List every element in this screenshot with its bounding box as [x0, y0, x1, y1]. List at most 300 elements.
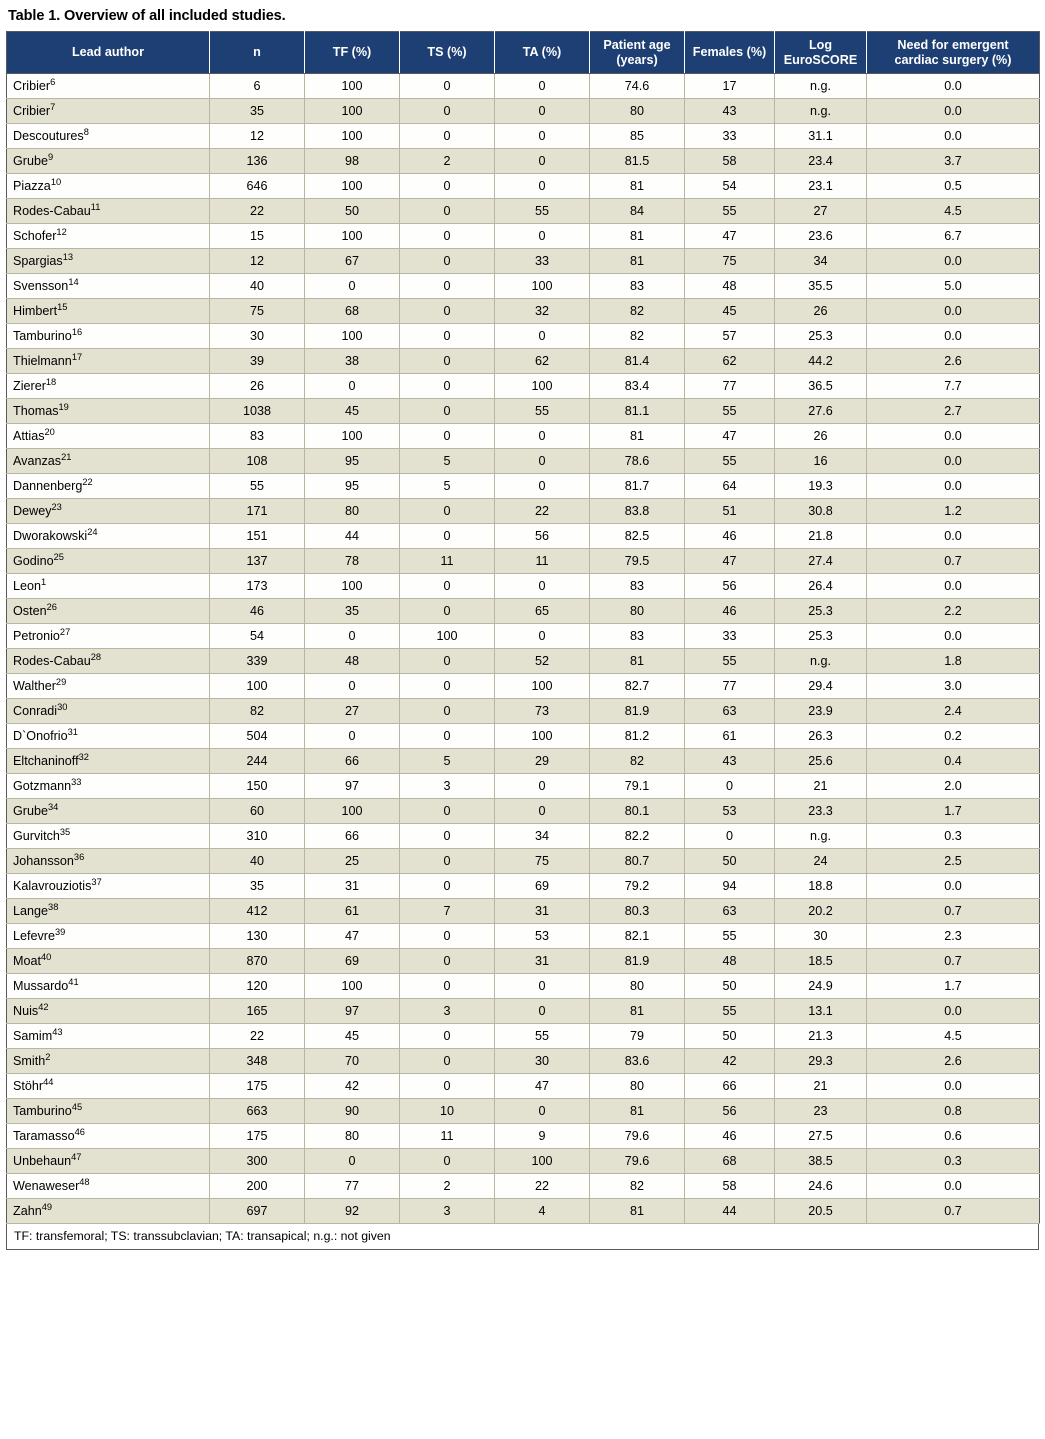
- cell-emergent-surgery: 0.0: [867, 999, 1040, 1024]
- author-name: Moat: [13, 953, 41, 968]
- cell-ts: 0: [400, 724, 495, 749]
- cell-tf: 90: [305, 1099, 400, 1124]
- cell-ta: 75: [495, 849, 590, 874]
- author-name: Attias: [13, 428, 45, 443]
- cell-lead-author: [7, 1099, 210, 1124]
- cell-log-euroscore: 35.5: [775, 274, 867, 299]
- cell-ta: 9: [495, 1124, 590, 1149]
- cell-n: 54: [210, 624, 305, 649]
- cell-emergent-surgery: 0.3: [867, 1149, 1040, 1174]
- cell-patient-age: 81: [590, 249, 685, 274]
- header-line: Log: [808, 38, 833, 52]
- cell-patient-age: 85: [590, 124, 685, 149]
- cell-log-euroscore: 26.4: [775, 574, 867, 599]
- cell-females: 58: [685, 1174, 775, 1199]
- cell-tf: 44: [305, 524, 400, 549]
- cell-ts: 10: [400, 1099, 495, 1124]
- author-name: Cribier: [13, 78, 51, 93]
- cell-ta: 22: [495, 1174, 590, 1199]
- cell-patient-age: 82: [590, 299, 685, 324]
- cell-patient-age: 81: [590, 1199, 685, 1224]
- cell-ta: 56: [495, 524, 590, 549]
- table-row: [7, 374, 1040, 399]
- cell-lead-author: [7, 549, 210, 574]
- cell-log-euroscore: 24.9: [775, 974, 867, 999]
- cell-log-euroscore: 44.2: [775, 349, 867, 374]
- reference-marker: 6: [50, 76, 56, 87]
- cell-lead-author: [7, 799, 210, 824]
- cell-log-euroscore: 25.3: [775, 324, 867, 349]
- cell-ts: 0: [400, 574, 495, 599]
- cell-lead-author: [7, 649, 210, 674]
- cell-lead-author: [7, 1024, 210, 1049]
- cell-patient-age: 83: [590, 574, 685, 599]
- cell-patient-age: 74.6: [590, 74, 685, 99]
- cell-lead-author: [7, 1074, 210, 1099]
- cell-log-euroscore: 31.1: [775, 124, 867, 149]
- table-row: [7, 649, 1040, 674]
- table-row: [7, 524, 1040, 549]
- cell-tf: 0: [305, 674, 400, 699]
- cell-log-euroscore: 27: [775, 199, 867, 224]
- author-name: Wenaweser: [13, 1178, 80, 1193]
- cell-n: 870: [210, 949, 305, 974]
- header-line: Females (%): [692, 45, 767, 60]
- cell-ta: 55: [495, 1024, 590, 1049]
- cell-ta: 55: [495, 199, 590, 224]
- cell-n: 150: [210, 774, 305, 799]
- cell-emergent-surgery: 0.0: [867, 424, 1040, 449]
- table-header: [7, 32, 1040, 74]
- cell-emergent-surgery: 0.0: [867, 1174, 1040, 1199]
- cell-females: 46: [685, 599, 775, 624]
- cell-tf: 38: [305, 349, 400, 374]
- cell-log-euroscore: 29.3: [775, 1049, 867, 1074]
- cell-patient-age: 81: [590, 224, 685, 249]
- table-row: [7, 774, 1040, 799]
- author-name: Osten: [13, 603, 47, 618]
- cell-females: 57: [685, 324, 775, 349]
- cell-lead-author: [7, 924, 210, 949]
- cell-ts: 0: [400, 874, 495, 899]
- reference-marker: 29: [55, 676, 67, 687]
- table-row: [7, 399, 1040, 424]
- reference-marker: 49: [41, 1201, 53, 1212]
- cell-log-euroscore: 16: [775, 449, 867, 474]
- cell-emergent-surgery: 0.2: [867, 724, 1040, 749]
- cell-tf: 45: [305, 1024, 400, 1049]
- cell-log-euroscore: 25.3: [775, 599, 867, 624]
- cell-females: 44: [685, 1199, 775, 1224]
- cell-emergent-surgery: 2.6: [867, 1049, 1040, 1074]
- cell-emergent-surgery: 0.7: [867, 899, 1040, 924]
- cell-females: 47: [685, 549, 775, 574]
- cell-emergent-surgery: 0.6: [867, 1124, 1040, 1149]
- cell-lead-author: [7, 674, 210, 699]
- cell-ts: 0: [400, 674, 495, 699]
- cell-emergent-surgery: 5.0: [867, 274, 1040, 299]
- cell-tf: 67: [305, 249, 400, 274]
- cell-log-euroscore: 18.8: [775, 874, 867, 899]
- column-header-lead-author: [7, 32, 210, 74]
- cell-lead-author: [7, 199, 210, 224]
- table-row: [7, 874, 1040, 899]
- cell-ts: 0: [400, 249, 495, 274]
- cell-ta: 0: [495, 574, 590, 599]
- cell-patient-age: 82.1: [590, 924, 685, 949]
- cell-tf: 66: [305, 824, 400, 849]
- column-header-patient-age: [590, 32, 685, 74]
- author-name: Gurvitch: [13, 828, 60, 843]
- cell-patient-age: 80: [590, 599, 685, 624]
- table-row: [7, 474, 1040, 499]
- header-line: EuroSCORE: [783, 52, 858, 67]
- cell-n: 310: [210, 824, 305, 849]
- table-footnote: TF: transfemoral; TS: transsubclavian; TA: transapical; n.g.: not given: [6, 1224, 1039, 1250]
- table-row: [7, 1024, 1040, 1049]
- cell-females: 61: [685, 724, 775, 749]
- reference-marker: 47: [71, 1151, 82, 1162]
- table-row: [7, 249, 1040, 274]
- cell-log-euroscore: 30: [775, 924, 867, 949]
- reference-marker: 45: [71, 1101, 83, 1112]
- author-name: Samim: [13, 1028, 53, 1043]
- cell-ta: 0: [495, 149, 590, 174]
- cell-n: 1038: [210, 399, 305, 424]
- cell-patient-age: 79: [590, 1024, 685, 1049]
- cell-ts: 0: [400, 374, 495, 399]
- cell-lead-author: [7, 1049, 210, 1074]
- cell-females: 66: [685, 1074, 775, 1099]
- cell-n: 171: [210, 499, 305, 524]
- cell-log-euroscore: 30.8: [775, 499, 867, 524]
- cell-patient-age: 82.7: [590, 674, 685, 699]
- reference-marker: 10: [50, 176, 62, 187]
- cell-log-euroscore: 26: [775, 299, 867, 324]
- cell-ts: 0: [400, 274, 495, 299]
- author-name: Dewey: [13, 503, 52, 518]
- cell-ta: 33: [495, 249, 590, 274]
- cell-patient-age: 79.5: [590, 549, 685, 574]
- cell-lead-author: [7, 1149, 210, 1174]
- author-name: Thomas: [13, 403, 59, 418]
- cell-lead-author: [7, 949, 210, 974]
- reference-marker: 19: [58, 401, 69, 412]
- cell-n: 82: [210, 699, 305, 724]
- cell-patient-age: 81: [590, 999, 685, 1024]
- cell-lead-author: [7, 749, 210, 774]
- cell-females: 33: [685, 124, 775, 149]
- cell-emergent-surgery: 0.0: [867, 249, 1040, 274]
- cell-log-euroscore: n.g.: [775, 824, 867, 849]
- cell-log-euroscore: 23: [775, 1099, 867, 1124]
- table-row: [7, 574, 1040, 599]
- cell-females: 54: [685, 174, 775, 199]
- cell-ts: 11: [400, 549, 495, 574]
- cell-ts: 0: [400, 824, 495, 849]
- table-row: [7, 324, 1040, 349]
- cell-lead-author: [7, 474, 210, 499]
- cell-n: 30: [210, 324, 305, 349]
- cell-log-euroscore: 23.3: [775, 799, 867, 824]
- cell-patient-age: 81: [590, 649, 685, 674]
- cell-ts: 2: [400, 149, 495, 174]
- cell-lead-author: [7, 1174, 210, 1199]
- cell-patient-age: 83.8: [590, 499, 685, 524]
- table-row: [7, 899, 1040, 924]
- cell-lead-author: [7, 124, 210, 149]
- author-name: Descoutures: [13, 128, 84, 143]
- table-row: [7, 699, 1040, 724]
- reference-marker: 28: [90, 651, 102, 662]
- reference-marker: 31: [67, 726, 78, 737]
- author-name: Eltchaninoff: [13, 753, 79, 768]
- cell-ts: 0: [400, 499, 495, 524]
- cell-log-euroscore: 23.9: [775, 699, 867, 724]
- author-name: Walther: [13, 678, 56, 693]
- author-name: Zierer: [13, 378, 46, 393]
- cell-lead-author: [7, 349, 210, 374]
- cell-tf: 0: [305, 624, 400, 649]
- cell-log-euroscore: 38.5: [775, 1149, 867, 1174]
- author-name: Tamburino: [13, 1103, 72, 1118]
- cell-n: 75: [210, 299, 305, 324]
- cell-ta: 73: [495, 699, 590, 724]
- cell-emergent-surgery: 0.7: [867, 1199, 1040, 1224]
- cell-lead-author: [7, 149, 210, 174]
- cell-n: 83: [210, 424, 305, 449]
- cell-patient-age: 80.3: [590, 899, 685, 924]
- cell-ta: 100: [495, 274, 590, 299]
- table-row: [7, 749, 1040, 774]
- table-row: [7, 74, 1040, 99]
- cell-tf: 0: [305, 1149, 400, 1174]
- table-row: [7, 624, 1040, 649]
- header-line: TA (%): [522, 45, 562, 60]
- cell-tf: 25: [305, 849, 400, 874]
- cell-females: 50: [685, 1024, 775, 1049]
- author-name: Dworakowski: [13, 528, 88, 543]
- cell-lead-author: [7, 974, 210, 999]
- cell-emergent-surgery: 3.0: [867, 674, 1040, 699]
- cell-females: 0: [685, 774, 775, 799]
- cell-ta: 11: [495, 549, 590, 574]
- cell-tf: 50: [305, 199, 400, 224]
- reference-marker: 42: [38, 1001, 49, 1012]
- table-row: [7, 974, 1040, 999]
- cell-patient-age: 82: [590, 1174, 685, 1199]
- cell-tf: 100: [305, 224, 400, 249]
- cell-females: 55: [685, 924, 775, 949]
- author-name: Nuis: [13, 1003, 39, 1018]
- cell-patient-age: 81.9: [590, 949, 685, 974]
- table-row: [7, 299, 1040, 324]
- cell-tf: 97: [305, 774, 400, 799]
- cell-ts: 0: [400, 524, 495, 549]
- cell-log-euroscore: 24.6: [775, 1174, 867, 1199]
- cell-ts: 0: [400, 299, 495, 324]
- cell-patient-age: 80: [590, 974, 685, 999]
- cell-lead-author: [7, 99, 210, 124]
- cell-tf: 42: [305, 1074, 400, 1099]
- cell-n: 200: [210, 1174, 305, 1199]
- cell-ts: 5: [400, 449, 495, 474]
- cell-emergent-surgery: 0.0: [867, 574, 1040, 599]
- cell-ta: 30: [495, 1049, 590, 1074]
- cell-emergent-surgery: 7.7: [867, 374, 1040, 399]
- cell-tf: 27: [305, 699, 400, 724]
- cell-ts: 0: [400, 1049, 495, 1074]
- cell-patient-age: 83: [590, 624, 685, 649]
- cell-lead-author: [7, 574, 210, 599]
- cell-lead-author: [7, 524, 210, 549]
- cell-patient-age: 81: [590, 1099, 685, 1124]
- cell-emergent-surgery: 1.8: [867, 649, 1040, 674]
- cell-log-euroscore: 20.2: [775, 899, 867, 924]
- cell-tf: 100: [305, 124, 400, 149]
- cell-females: 48: [685, 274, 775, 299]
- author-name: Rodes-Cabau: [13, 203, 91, 218]
- cell-ta: 31: [495, 899, 590, 924]
- author-name: Thielmann: [13, 353, 72, 368]
- reference-marker: 14: [68, 276, 79, 287]
- cell-lead-author: [7, 449, 210, 474]
- table-row: [7, 224, 1040, 249]
- cell-lead-author: [7, 849, 210, 874]
- cell-n: 663: [210, 1099, 305, 1124]
- cell-n: 120: [210, 974, 305, 999]
- cell-n: 12: [210, 249, 305, 274]
- cell-lead-author: [7, 774, 210, 799]
- cell-emergent-surgery: 0.3: [867, 824, 1040, 849]
- reference-marker: 38: [48, 901, 59, 912]
- cell-tf: 78: [305, 549, 400, 574]
- cell-tf: 47: [305, 924, 400, 949]
- cell-n: 165: [210, 999, 305, 1024]
- cell-ta: 100: [495, 674, 590, 699]
- reference-marker: 44: [43, 1076, 54, 1087]
- cell-n: 697: [210, 1199, 305, 1224]
- author-name: Rodes-Cabau: [13, 653, 91, 668]
- cell-n: 60: [210, 799, 305, 824]
- reference-marker: 39: [55, 926, 66, 937]
- cell-ta: 0: [495, 974, 590, 999]
- author-name: Tamburino: [13, 328, 72, 343]
- cell-tf: 95: [305, 474, 400, 499]
- cell-females: 64: [685, 474, 775, 499]
- cell-tf: 0: [305, 374, 400, 399]
- cell-females: 55: [685, 999, 775, 1024]
- table-row: [7, 274, 1040, 299]
- cell-emergent-surgery: 0.7: [867, 949, 1040, 974]
- reference-marker: 37: [91, 876, 102, 887]
- cell-tf: 66: [305, 749, 400, 774]
- cell-ta: 32: [495, 299, 590, 324]
- cell-lead-author: [7, 1199, 210, 1224]
- cell-emergent-surgery: 2.5: [867, 849, 1040, 874]
- cell-lead-author: [7, 324, 210, 349]
- cell-lead-author: [7, 599, 210, 624]
- cell-ts: 0: [400, 74, 495, 99]
- header-line: Lead author: [71, 45, 145, 60]
- cell-females: 58: [685, 149, 775, 174]
- cell-ta: 0: [495, 74, 590, 99]
- cell-tf: 100: [305, 424, 400, 449]
- table-row: [7, 1049, 1040, 1074]
- cell-females: 63: [685, 699, 775, 724]
- author-name: Zahn: [13, 1203, 42, 1218]
- column-header-n: [210, 32, 305, 74]
- cell-n: 339: [210, 649, 305, 674]
- cell-ta: 34: [495, 824, 590, 849]
- cell-log-euroscore: 27.6: [775, 399, 867, 424]
- cell-emergent-surgery: 0.0: [867, 324, 1040, 349]
- cell-females: 63: [685, 899, 775, 924]
- cell-ts: 0: [400, 124, 495, 149]
- author-name: Spargias: [13, 253, 63, 268]
- cell-ta: 53: [495, 924, 590, 949]
- cell-tf: 80: [305, 1124, 400, 1149]
- cell-tf: 48: [305, 649, 400, 674]
- cell-patient-age: 81.9: [590, 699, 685, 724]
- cell-females: 50: [685, 974, 775, 999]
- table-row: [7, 999, 1040, 1024]
- cell-ta: 0: [495, 174, 590, 199]
- author-name: Stöhr: [13, 1078, 44, 1093]
- cell-n: 55: [210, 474, 305, 499]
- cell-ta: 0: [495, 774, 590, 799]
- cell-emergent-surgery: 2.3: [867, 924, 1040, 949]
- cell-ts: 2: [400, 1174, 495, 1199]
- cell-ta: 0: [495, 424, 590, 449]
- cell-females: 45: [685, 299, 775, 324]
- reference-marker: 21: [61, 451, 72, 462]
- cell-emergent-surgery: 2.7: [867, 399, 1040, 424]
- cell-emergent-surgery: 0.0: [867, 524, 1040, 549]
- cell-patient-age: 81.7: [590, 474, 685, 499]
- header-row: [7, 32, 1040, 74]
- cell-tf: 100: [305, 799, 400, 824]
- cell-emergent-surgery: 4.5: [867, 1024, 1040, 1049]
- cell-ts: 0: [400, 224, 495, 249]
- cell-tf: 69: [305, 949, 400, 974]
- table-row: [7, 424, 1040, 449]
- cell-n: 151: [210, 524, 305, 549]
- author-name: Godino: [13, 553, 54, 568]
- cell-females: 43: [685, 99, 775, 124]
- cell-tf: 100: [305, 74, 400, 99]
- cell-n: 39: [210, 349, 305, 374]
- cell-lead-author: [7, 174, 210, 199]
- cell-females: 47: [685, 424, 775, 449]
- cell-log-euroscore: 21: [775, 1074, 867, 1099]
- cell-ta: 100: [495, 724, 590, 749]
- header-line: TF (%): [332, 45, 372, 60]
- table-caption: Table 1. Overview of all included studies.: [8, 8, 286, 24]
- cell-n: 40: [210, 274, 305, 299]
- cell-n: 15: [210, 224, 305, 249]
- reference-marker: 22: [82, 476, 93, 487]
- cell-ta: 0: [495, 99, 590, 124]
- cell-lead-author: [7, 374, 210, 399]
- cell-log-euroscore: n.g.: [775, 74, 867, 99]
- cell-emergent-surgery: 0.0: [867, 874, 1040, 899]
- reference-marker: 40: [41, 951, 52, 962]
- cell-emergent-surgery: 2.0: [867, 774, 1040, 799]
- cell-females: 55: [685, 649, 775, 674]
- cell-n: 100: [210, 674, 305, 699]
- table-row: [7, 1074, 1040, 1099]
